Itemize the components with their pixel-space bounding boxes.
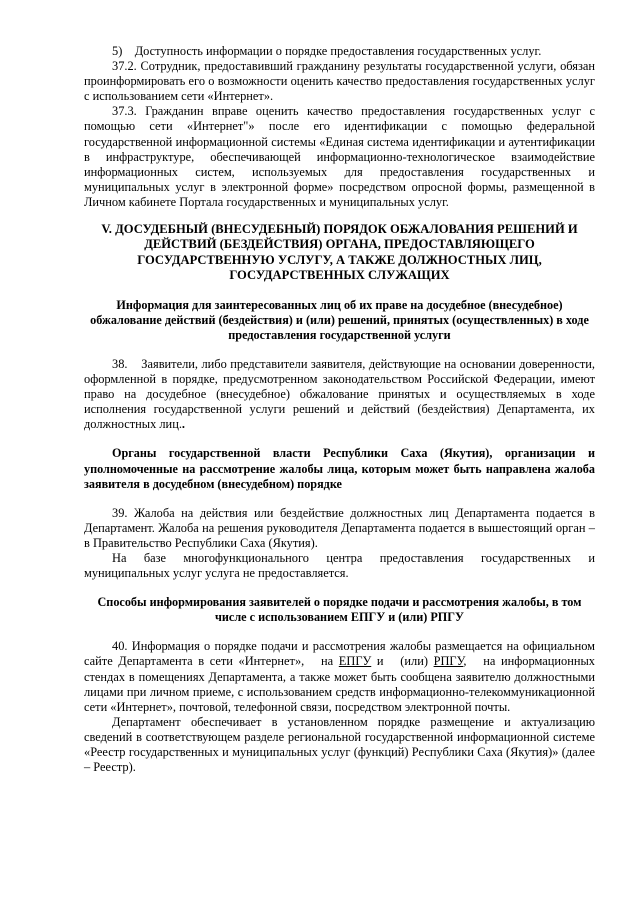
paragraph-38-text: 38. Заявители, либо представители заявителя, действующие на основании доверенности, оформленной в порядке, предусмотренном законодательством Российской Федерации, имеют право на досудебное (внесудебное) обжалование принятых и осуществляемых в ходе исполнения государственной услуги решений и действий (бездействия) Департамента, их должностных лиц. (84, 356, 595, 432)
paragraph-37-2: 37.2. Сотрудник, предоставивший гражданину результаты государственной услуги, обязан проинформировать его о возможности оценить качество предоставления государственных услуг с использованием сети «Интернет». (84, 59, 595, 104)
rpgu-link[interactable]: РПГУ (433, 654, 464, 669)
paragraph-38 (84, 357, 595, 432)
paragraph-39: 39. Жалоба на действия или бездействие должностных лиц Департамента подается в Департамент. Жалоба на решения руководителя Департамента подается в вышестоящий орган – в Правительство Республики Саха (Якутия). (84, 505, 595, 550)
subheading-info-rights: Информация для заинтересованных лиц об их праве на досудебное (внесудебное) обжалование действий (бездействия) и (или) решений, принятых (осуществленных) в ходе предоставления государственной услуги (90, 297, 589, 342)
section-v-title: V. ДОСУДЕБНЫЙ (ВНЕСУДЕБНЫЙ) ПОРЯДОК ОБЖАЛОВАНИЯ РЕШЕНИЙ И ДЕЙСТВИЙ (БЕЗДЕЙСТВИЯ) ОРГАНА, ПРЕДОСТАВЛЯЮЩЕГО ГОСУДАРСТВЕННУЮ УСЛУГУ, А ТАКЖЕ ДОЛЖНОСТНЫХ ЛИЦ, ГОСУДАРСТВЕННЫХ СЛУЖАЩИХ (101, 222, 578, 283)
paragraph-40-department: Департамент обеспечивает в установленном порядке размещение и актуализацию сведений в соответствующем разделе региональной государственной информационной системе «Реестр государственных и муниципальных услуг (функций) Республики Саха (Якутия)» (далее – Реестр). (84, 714, 595, 775)
paragraph-40-text-c: , на информационных стендах в помещениях Департамента, а также может быть сообщена заявителю должностными лицами при личном приеме, с использованием средств информационно-телекоммуникационной сети «Интернет», почтовой, телефонной связи, посредством электронной почты. (84, 654, 595, 714)
paragraph-40-text-b: и (или) (371, 654, 428, 669)
paragraph-40-text-a: 40. Информация о порядке подачи и рассмотрения жалобы размещается на официальном сайте Департамента в сети «Интернет», на (84, 639, 595, 669)
epgu-link[interactable]: ЕПГУ (338, 654, 372, 669)
subheading-complaint-organs: Органы государственной власти Республики Саха (Якутия), организации и уполномоченные на рассмотрение жалобы лица, которым может быть направлена жалоба заявителя в досудебном (внесудебном) порядке (84, 446, 595, 491)
paragraph-38-end: . (181, 417, 186, 432)
subheading-inform-ways: Способы информирования заявителей о порядке подачи и рассмотрения жалобы, в том числе с использованием ЕПГУ и (или) РПГУ (97, 595, 582, 625)
paragraph-37-3: 37.3. Гражданин вправе оценить качество предоставления государственных услуг с помощью сети «Интернет"» после его идентификации с помощью федеральной государственной информационной системы «Единая система идентификации и аутентификации в инфраструктуре, обеспечивающей информационно-технологическое взаимодействие информационных систем, используемых для предоставления государственных и муниципальных услуг в электронной форме» посредством опросной формы, размещенной в Личном кабинете Портала государственных и муниципальных услуг. (84, 104, 595, 209)
paragraph-40 (84, 639, 595, 714)
paragraph-39-mfc: На базе многофункционального центра предоставления государственных и муниципальных услуг услуга не предоставляется. (84, 550, 595, 581)
paragraph-item-5: 5) Доступность информации о порядке предоставления государственных услуг. (112, 44, 542, 58)
